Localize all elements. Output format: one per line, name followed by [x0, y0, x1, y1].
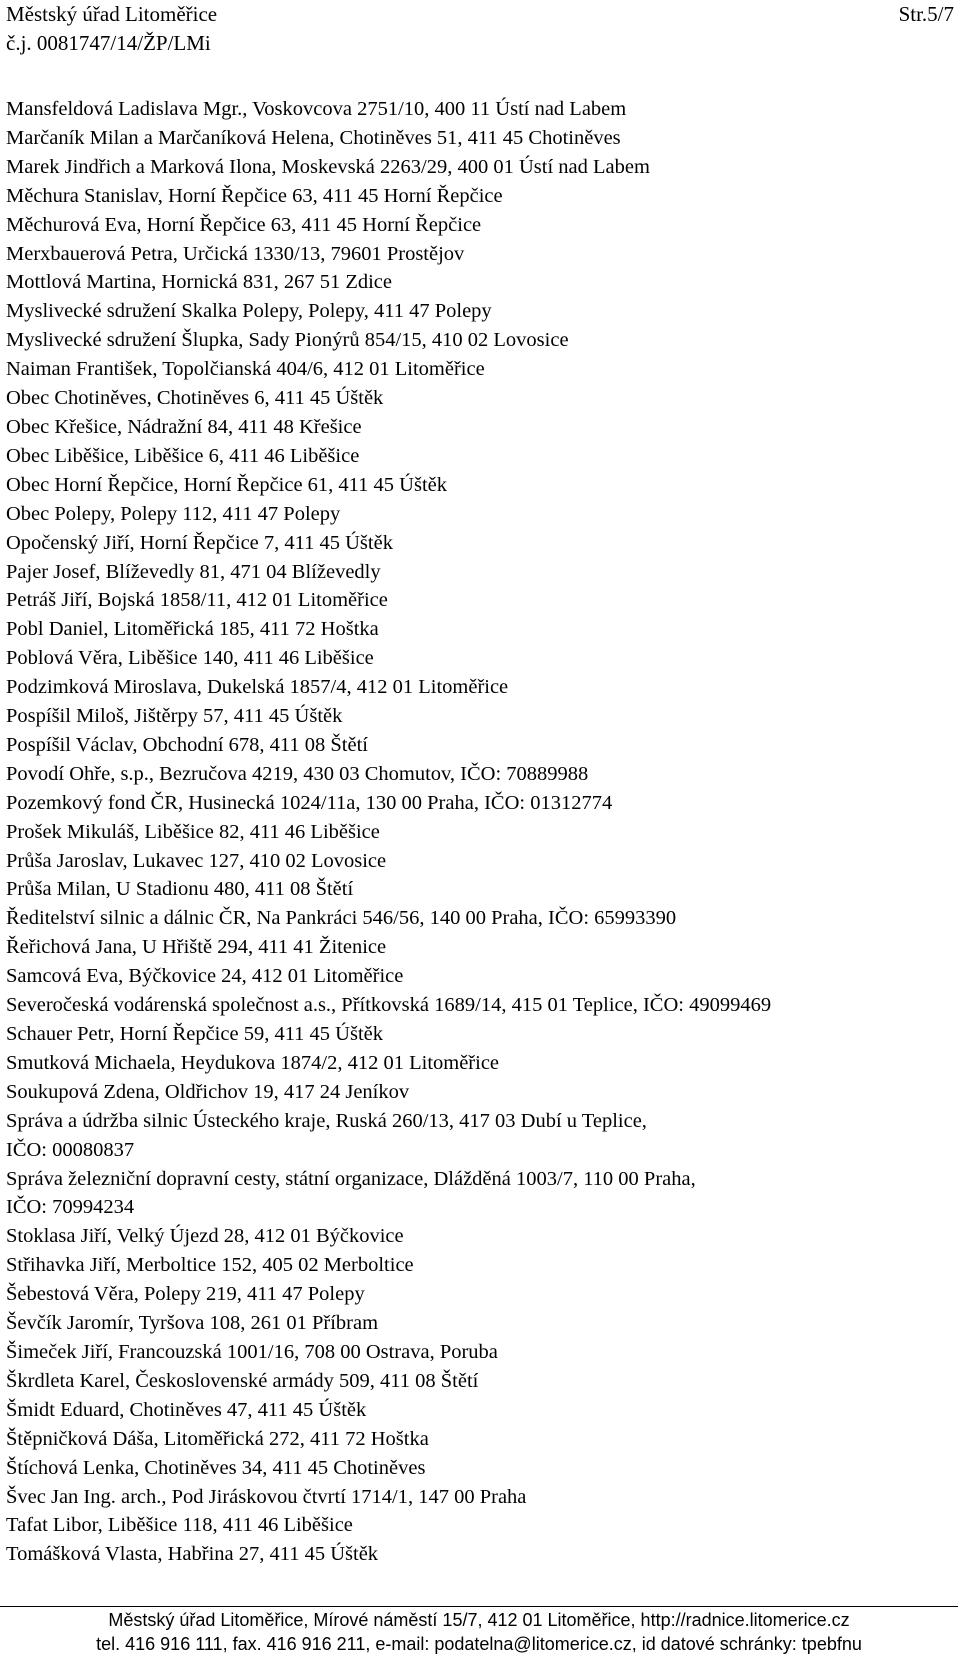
list-item: Obec Liběšice, Liběšice 6, 411 46 Liběšice: [6, 444, 360, 467]
list-item: IČO: 00080837: [6, 1138, 135, 1161]
list-item: Poblová Věra, Liběšice 140, 411 46 Liběšice: [6, 647, 374, 670]
list-item: Obec Křešice, Nádražní 84, 411 48 Křešice: [6, 415, 362, 438]
list-item: Petráš Jiří, Bojská 1858/11, 412 01 Litoměřice: [6, 589, 388, 612]
list-item: Schauer Petr, Horní Řepčice 59, 411 45 Úštěk: [6, 1023, 384, 1045]
office-name: Městský úřad Litoměřice: [6, 2, 218, 26]
header-row: [6, 0, 954, 29]
list-item: Řeřichová Jana, U Hřiště 294, 411 41 Žitenice: [6, 936, 387, 959]
list-item: Severočeská vodárenská společnost a.s., Přítkovská 1689/14, 415 01 Teplice, IČO: 49099469: [6, 994, 772, 1017]
list-item: Marčaník Milan a Marčaníková Helena, Chotiněves 51, 411 45 Chotiněves: [6, 126, 621, 149]
list-item: Marek Jindřich a Marková Ilona, Moskevská 2263/29, 400 01 Ústí nad Labem: [6, 155, 650, 178]
list-item: Opočenský Jiří, Horní Řepčice 7, 411 45 Úštěk: [6, 531, 393, 554]
list-item: Stoklasa Jiří, Velký Újezd 28, 412 01 Býčkovice: [6, 1225, 404, 1248]
list-item: Pospíšil Miloš, Jištěrpy 57, 411 45 Úštěk: [6, 705, 343, 728]
list-item: Naiman František, Topolčianská 404/6, 412 01 Litoměřice: [6, 358, 485, 381]
list-item: Měchurová Eva, Horní Řepčice 63, 411 45 Horní Řepčice: [6, 213, 482, 236]
list-item: Myslivecké sdružení Skalka Polepy, Polepy, 411 47 Polepy: [6, 300, 492, 323]
list-item: Tafat Libor, Liběšice 118, 411 46 Liběšice: [6, 1514, 353, 1537]
list-item: Smutková Michaela, Heydukova 1874/2, 412 01 Litoměřice: [6, 1051, 500, 1074]
list-item: Podzimková Miroslava, Dukelská 1857/4, 412 01 Litoměřice: [6, 676, 509, 699]
list-item: Střihavka Jiří, Merboltice 152, 405 02 Merboltice: [6, 1254, 414, 1277]
list-item: Správa a údržba silnic Ústeckého kraje, Ruská 260/13, 417 03 Dubí u Teplice,: [6, 1109, 647, 1132]
list-item: Měchura Stanislav, Horní Řepčice 63, 411 45 Horní Řepčice: [6, 184, 503, 207]
list-item: Myslivecké sdružení Šlupka, Sady Pionýrů 854/15, 410 02 Lovosice: [6, 329, 569, 352]
list-item: Pospíšil Václav, Obchodní 678, 411 08 Štětí: [6, 733, 368, 756]
list-item: Štíchová Lenka, Chotiněves 34, 411 45 Chotiněves: [6, 1456, 426, 1479]
recipient-list: [6, 95, 956, 1569]
footer-divider: [0, 1606, 958, 1607]
list-item: Průša Jaroslav, Lukavec 127, 410 02 Lovosice: [6, 849, 387, 872]
list-item: Správa železniční dopravní cesty, státní organizace, Dlážděná 1003/7, 110 00 Praha,: [6, 1167, 696, 1190]
list-item: Obec Horní Řepčice, Horní Řepčice 61, 411 45 Úštěk: [6, 473, 448, 496]
list-item: Průša Milan, U Stadionu 480, 411 08 Štětí: [6, 878, 354, 901]
reference-number: č.j. 0081747/14/ŽP/LMi: [6, 31, 211, 55]
list-item: Šmidt Eduard, Chotiněves 47, 411 45 Úštěk: [6, 1398, 367, 1421]
list-item: Mottlová Martina, Hornická 831, 267 51 Zdice: [6, 271, 392, 294]
page-header: [6, 0, 954, 58]
footer-contacts: tel. 416 916 111, fax. 416 916 211, e-mail: podatelna@litomerice.cz, id datové schránky: tpebfnu: [96, 1634, 862, 1654]
list-item: Povodí Ohře, s.p., Bezručova 4219, 430 03 Chomutov, IČO: 70889988: [6, 762, 589, 785]
page-footer: [0, 1608, 958, 1656]
list-item: Ředitelství silnic a dálnic ČR, Na Pankráci 546/56, 140 00 Praha, IČO: 65993390: [6, 907, 677, 930]
page-number: Str.5/7: [898, 2, 954, 26]
list-item: Soukupová Zdena, Oldřichov 19, 417 24 Jeníkov: [6, 1080, 410, 1103]
list-item: IČO: 70994234: [6, 1196, 135, 1219]
list-item: Merxbauerová Petra, Určická 1330/13, 79601 Prostějov: [6, 242, 465, 265]
list-item: Obec Chotiněves, Chotiněves 6, 411 45 Úštěk: [6, 387, 384, 410]
list-item: Ševčík Jaromír, Tyršova 108, 261 01 Příbram: [6, 1312, 379, 1335]
list-item: Prošek Mikuláš, Liběšice 82, 411 46 Liběšice: [6, 820, 380, 843]
list-item: Švec Jan Ing. arch., Pod Jiráskovou čtvrtí 1714/1, 147 00 Praha: [6, 1485, 527, 1508]
list-item: Pozemkový fond ČR, Husinecká 1024/11a, 130 00 Praha, IČO: 01312774: [6, 791, 613, 814]
list-item: Štěpničková Dáša, Litoměřická 272, 411 72 Hoštka: [6, 1427, 429, 1450]
list-item: Pobl Daniel, Litoměřická 185, 411 72 Hoštka: [6, 618, 379, 641]
list-item: Tomášková Vlasta, Habřina 27, 411 45 Úštěk: [6, 1543, 379, 1566]
list-item: Obec Polepy, Polepy 112, 411 47 Polepy: [6, 502, 341, 525]
list-item: Mansfeldová Ladislava Mgr., Voskovcova 2751/10, 400 11 Ústí nad Labem: [6, 98, 627, 120]
list-item: Šimeček Jiří, Francouzská 1001/16, 708 00 Ostrava, Poruba: [6, 1340, 498, 1363]
list-item: Šebestová Věra, Polepy 219, 411 47 Polepy: [6, 1283, 365, 1306]
footer-address: Městský úřad Litoměřice, Mírové náměstí 15/7, 412 01 Litoměřice, http://radnice.litomerice.cz: [108, 1610, 850, 1630]
list-item: Škrdleta Karel, Československé armády 509, 411 08 Štětí: [6, 1369, 479, 1392]
list-item: Samcová Eva, Býčkovice 24, 412 01 Litoměřice: [6, 965, 404, 988]
list-item: Pajer Josef, Blíževedly 81, 471 04 Blíževedly: [6, 560, 381, 583]
